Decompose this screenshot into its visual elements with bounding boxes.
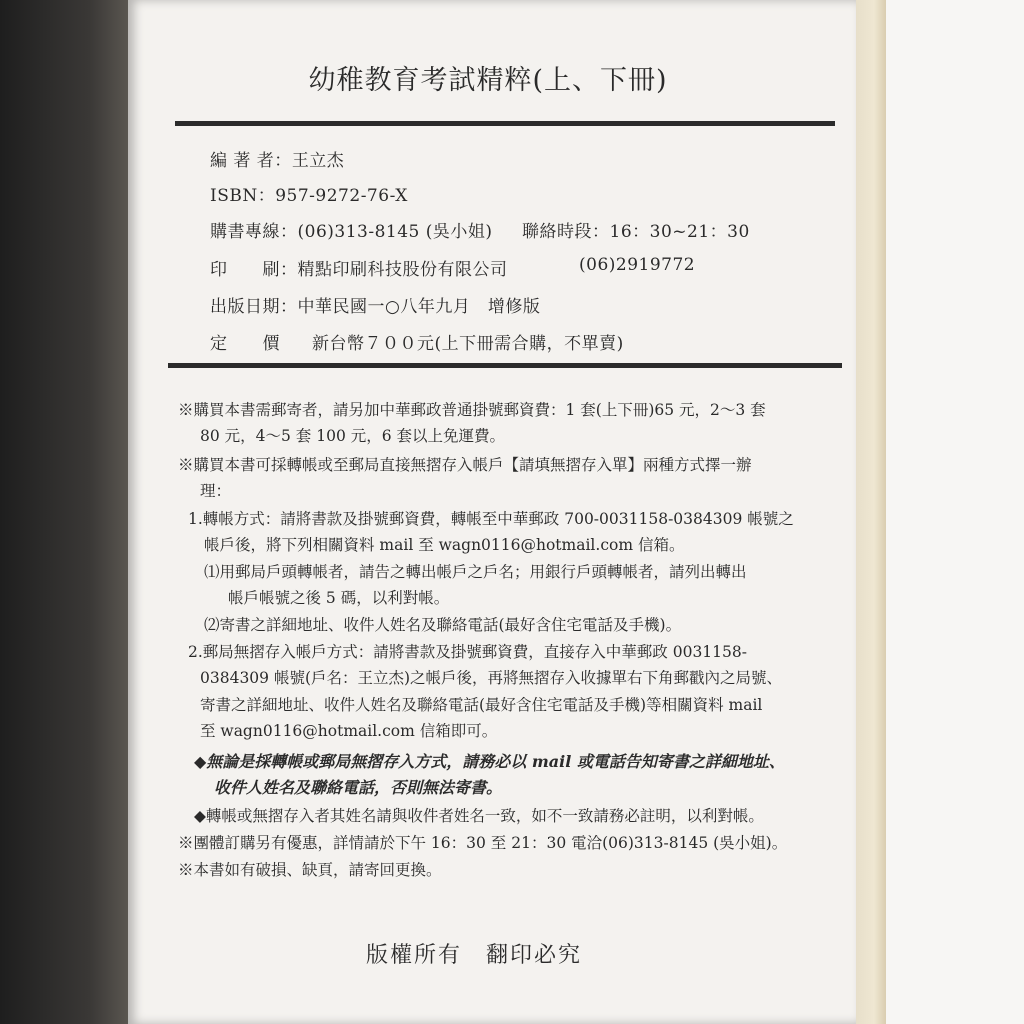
copyright-notice: 版權所有 翻印必究 xyxy=(366,943,583,968)
method-deposit-line3: 寄書之詳細地址、收件人姓名及聯絡電話(最好含住宅電話及手機)等相關資料 mail xyxy=(200,696,763,714)
method-transfer-item1-line1: ⑴用郵局戶頭轉帳者，請告之轉出帳戶之戶名；用銀行戶頭轉帳者，請列出轉出 xyxy=(204,563,747,581)
method-transfer-line1: 1.轉帳方式：請將書款及掛號郵資費，轉帳至中華郵政 700-0031158-0384309 帳號之 xyxy=(188,510,794,528)
author-value: 王立杰 xyxy=(291,151,345,171)
book-title: 幼稚教育考試精粹(上、下冊) xyxy=(308,65,668,96)
important-note-line1: ◆無論是採轉帳或郵局無摺存入方式，請務必以 mail 或電話告知寄書之詳細地址、 xyxy=(194,752,785,771)
copyright-page xyxy=(128,0,856,1024)
method-transfer-item1-line2: 帳戶帳號之後 5 碼，以利對帳。 xyxy=(228,589,450,607)
method-transfer-line2: 帳戶後，將下列相關資料 mail 至 wagn0116@hotmail.com 信箱。 xyxy=(204,536,685,554)
price-row xyxy=(210,329,280,354)
date-label: 出版日期： xyxy=(210,297,298,317)
page-stack-edge xyxy=(856,0,886,1024)
price-value: 新台幣７００元(上下冊需合購，不單賣) xyxy=(312,334,624,354)
printer-phone: (06)2919772 xyxy=(579,255,696,275)
note-postage-line1: ※購買本書需郵寄者，請另加中華郵政普通掛號郵資費：1 套(上下冊)65 元，2～3 套 xyxy=(178,401,766,419)
hotline-row xyxy=(210,217,493,242)
middle-rule xyxy=(168,363,842,368)
printer-label: 印 刷： xyxy=(210,260,298,280)
printer-row xyxy=(210,255,508,280)
date-value: 中華民國一○八年九月 增修版 xyxy=(297,297,541,317)
important-note-line2: 收件人姓名及聯絡電話，否則無法寄書。 xyxy=(214,778,503,797)
price-label: 定 價 xyxy=(210,334,280,354)
method-deposit-line1: 2.郵局無摺存入帳戶方式：請將書款及掛號郵資費，直接存入中華郵政 0031158- xyxy=(188,643,747,661)
hotline-value: (06)313-8145 (吳小姐) xyxy=(297,222,493,242)
note-name-match: ◆轉帳或無摺存入者其姓名請與收件者姓名一致，如不一致請務必註明，以利對帳。 xyxy=(194,807,764,825)
note-postage-line2: 80 元，4～5 套 100 元，6 套以上免運費。 xyxy=(200,427,506,445)
isbn-row xyxy=(210,181,408,206)
method-deposit-line2: 0384309 帳號(戶名：王立杰)之帳戶後，再將無摺存入收據單右下角郵戳內之局號、 xyxy=(200,669,783,687)
top-rule xyxy=(175,121,835,126)
author-row xyxy=(210,146,344,171)
background xyxy=(886,0,1024,1024)
date-row xyxy=(210,292,540,317)
method-deposit-line4: 至 wagn0116@hotmail.com 信箱即可。 xyxy=(200,722,498,740)
hours-label: 聯絡時段： xyxy=(522,222,610,242)
isbn-value: 957-9272-76-X xyxy=(275,186,408,206)
printer-value: 精點印刷科技股份有限公司 xyxy=(297,260,508,280)
hours-row xyxy=(522,217,750,242)
hours-value: 16：30~21：30 xyxy=(609,222,750,242)
note-payment-line2: 理： xyxy=(200,482,232,500)
note-damaged-copy: ※本書如有破損、缺頁，請寄回更換。 xyxy=(178,861,442,879)
note-group-order: ※團體訂購另有優惠，詳情請於下午 16：30 至 21：30 電洽(06)313-8145 (吳小姐)。 xyxy=(178,834,788,852)
hotline-label: 購書專線： xyxy=(210,222,298,242)
note-payment-line1: ※購買本書可採轉帳或至郵局直接無摺存入帳戶【請填無摺存入單】兩種方式擇一辦 xyxy=(178,456,752,474)
method-transfer-item2: ⑵寄書之詳細地址、收件人姓名及聯絡電話(最好含住宅電話及手機)。 xyxy=(204,616,682,634)
binding-shadow xyxy=(0,0,128,1024)
isbn-label: ISBN： xyxy=(210,186,276,206)
author-label: 編 著 者： xyxy=(210,151,292,171)
